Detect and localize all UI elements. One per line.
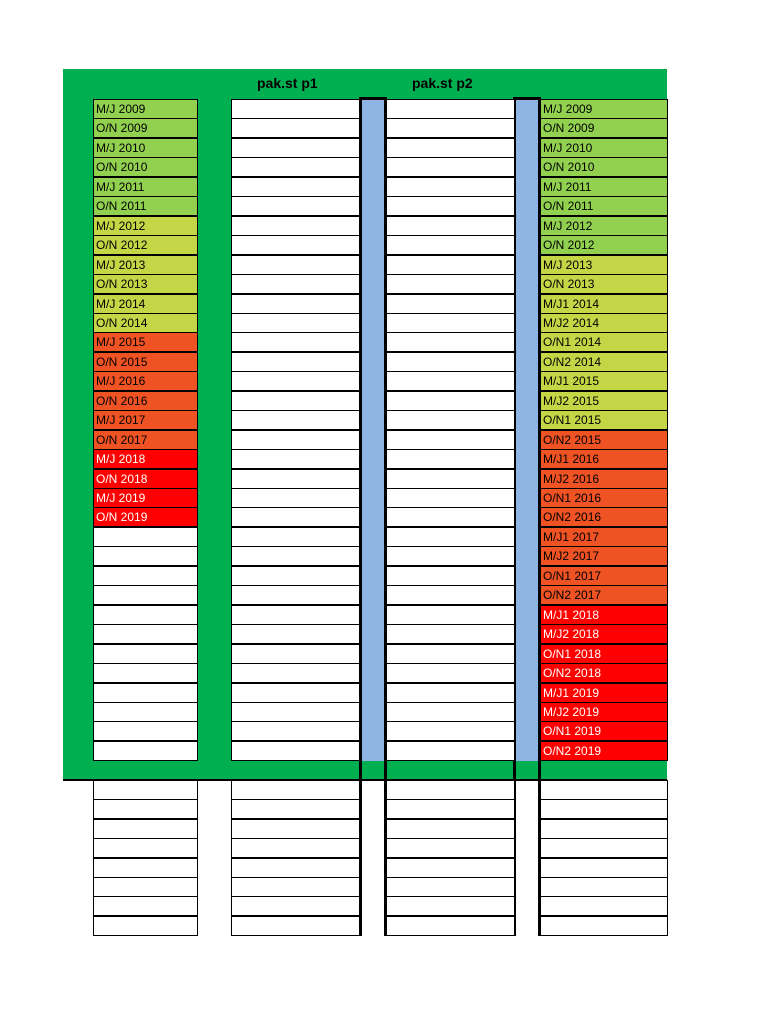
empty-cell[interactable] — [231, 99, 360, 119]
empty-cell[interactable] — [231, 527, 360, 547]
empty-cell[interactable] — [231, 177, 360, 197]
empty-cell[interactable] — [386, 430, 515, 450]
session-cell[interactable]: M/J 2011 — [93, 177, 198, 197]
session-cell[interactable]: O/N1 2019 — [540, 721, 668, 741]
empty-cell[interactable] — [386, 683, 515, 703]
session-cell[interactable]: M/J 2009 — [540, 99, 668, 119]
empty-cell[interactable] — [231, 469, 360, 489]
session-cell[interactable]: O/N 2018 — [93, 469, 198, 489]
empty-cell[interactable] — [386, 352, 515, 372]
empty-cell[interactable] — [386, 546, 515, 566]
empty-cell[interactable] — [386, 858, 515, 878]
session-cell[interactable]: O/N 2010 — [93, 157, 198, 177]
session-cell[interactable]: O/N 2010 — [540, 157, 668, 177]
empty-cell[interactable] — [231, 780, 360, 800]
blue-separator-2 — [514, 99, 540, 761]
session-cell[interactable]: O/N 2014 — [93, 313, 198, 333]
empty-cell[interactable] — [386, 177, 515, 197]
session-cell[interactable]: O/N1 2016 — [540, 488, 668, 508]
empty-cell[interactable] — [93, 838, 198, 858]
empty-cell[interactable] — [386, 235, 515, 255]
session-cell[interactable]: O/N 2017 — [93, 430, 198, 450]
empty-cell[interactable] — [540, 916, 668, 936]
empty-cell[interactable] — [231, 507, 360, 527]
empty-cell[interactable] — [231, 838, 360, 858]
empty-cell[interactable] — [93, 546, 198, 566]
empty-cell[interactable] — [93, 916, 198, 936]
empty-cell[interactable] — [231, 488, 360, 508]
empty-cell[interactable] — [386, 799, 515, 819]
empty-cell[interactable] — [231, 235, 360, 255]
session-cell[interactable]: O/N1 2017 — [540, 566, 668, 586]
empty-cell[interactable] — [231, 138, 360, 158]
empty-cell[interactable] — [231, 624, 360, 644]
empty-cell[interactable] — [93, 858, 198, 878]
session-cell[interactable]: M/J 2014 — [93, 294, 198, 314]
empty-cell[interactable] — [231, 430, 360, 450]
session-cell[interactable]: O/N2 2018 — [540, 663, 668, 683]
empty-cell[interactable] — [386, 877, 515, 897]
empty-cell[interactable] — [231, 916, 360, 936]
empty-cell[interactable] — [386, 138, 515, 158]
session-cell[interactable]: M/J 2012 — [93, 216, 198, 236]
empty-cell[interactable] — [386, 507, 515, 527]
session-cell[interactable]: O/N 2013 — [93, 274, 198, 294]
session-cell[interactable]: M/J1 2015 — [540, 371, 668, 391]
empty-cell[interactable] — [386, 216, 515, 236]
empty-cell[interactable] — [231, 294, 360, 314]
empty-cell[interactable] — [386, 741, 515, 761]
empty-cell[interactable] — [231, 683, 360, 703]
empty-cell[interactable] — [386, 527, 515, 547]
empty-cell[interactable] — [93, 877, 198, 897]
empty-cell[interactable] — [93, 780, 198, 800]
empty-cell[interactable] — [386, 255, 515, 275]
column-header-p2: pak.st p2 — [412, 75, 473, 91]
empty-cell[interactable] — [386, 566, 515, 586]
empty-cell[interactable] — [386, 488, 515, 508]
session-cell[interactable]: M/J 2016 — [93, 371, 198, 391]
left-green-margin — [63, 69, 93, 780]
session-cell[interactable]: M/J2 2019 — [540, 702, 668, 722]
empty-cell[interactable] — [231, 216, 360, 236]
empty-cell[interactable] — [386, 702, 515, 722]
session-cell[interactable]: O/N2 2017 — [540, 585, 668, 605]
session-cell[interactable]: O/N 2019 — [93, 507, 198, 527]
session-cell[interactable]: O/N2 2015 — [540, 430, 668, 450]
empty-cell[interactable] — [386, 118, 515, 138]
empty-cell[interactable] — [93, 702, 198, 722]
empty-cell[interactable] — [386, 449, 515, 469]
empty-cell[interactable] — [231, 313, 360, 333]
session-cell[interactable]: O/N2 2016 — [540, 507, 668, 527]
session-cell[interactable]: M/J2 2018 — [540, 624, 668, 644]
blue-separator-1 — [360, 99, 386, 761]
empty-cell[interactable] — [386, 274, 515, 294]
empty-cell[interactable] — [231, 663, 360, 683]
empty-cell[interactable] — [386, 313, 515, 333]
empty-cell[interactable] — [386, 585, 515, 605]
empty-cell[interactable] — [231, 799, 360, 819]
empty-cell[interactable] — [386, 663, 515, 683]
session-cell[interactable]: M/J 2019 — [93, 488, 198, 508]
empty-cell[interactable] — [386, 391, 515, 411]
empty-cell[interactable] — [93, 624, 198, 644]
session-cell[interactable]: O/N 2011 — [93, 196, 198, 216]
session-cell[interactable]: M/J1 2019 — [540, 683, 668, 703]
empty-cell[interactable] — [386, 99, 515, 119]
empty-cell[interactable] — [386, 838, 515, 858]
session-cell[interactable]: M/J 2010 — [540, 138, 668, 158]
session-cell[interactable]: O/N 2013 — [540, 274, 668, 294]
empty-cell[interactable] — [93, 527, 198, 547]
empty-cell[interactable] — [540, 896, 668, 916]
empty-cell[interactable] — [540, 819, 668, 839]
empty-cell[interactable] — [386, 332, 515, 352]
session-cell[interactable]: O/N 2015 — [93, 352, 198, 372]
empty-cell[interactable] — [386, 624, 515, 644]
empty-cell[interactable] — [386, 721, 515, 741]
session-cell[interactable]: M/J 2015 — [93, 332, 198, 352]
session-cell[interactable]: O/N1 2018 — [540, 644, 668, 664]
session-cell[interactable]: M/J2 2014 — [540, 313, 668, 333]
empty-cell[interactable] — [231, 449, 360, 469]
session-cell[interactable]: M/J1 2018 — [540, 605, 668, 625]
session-cell[interactable]: O/N2 2014 — [540, 352, 668, 372]
session-cell[interactable]: M/J 2017 — [93, 410, 198, 430]
empty-cell[interactable] — [386, 644, 515, 664]
session-cell[interactable]: M/J 2018 — [93, 449, 198, 469]
empty-cell[interactable] — [386, 780, 515, 800]
empty-cell[interactable] — [231, 196, 360, 216]
empty-cell[interactable] — [231, 546, 360, 566]
session-cell[interactable]: O/N 2016 — [93, 391, 198, 411]
empty-cell[interactable] — [386, 469, 515, 489]
empty-cell[interactable] — [231, 702, 360, 722]
column-header-p1: pak.st p1 — [257, 75, 318, 91]
empty-cell[interactable] — [93, 896, 198, 916]
session-cell[interactable]: M/J1 2014 — [540, 294, 668, 314]
empty-cell[interactable] — [93, 741, 198, 761]
session-cell[interactable]: M/J2 2017 — [540, 546, 668, 566]
empty-cell[interactable] — [93, 605, 198, 625]
empty-cell[interactable] — [540, 780, 668, 800]
session-cell[interactable]: O/N1 2014 — [540, 332, 668, 352]
empty-cell[interactable] — [540, 799, 668, 819]
empty-cell[interactable] — [386, 410, 515, 430]
empty-cell[interactable] — [231, 741, 360, 761]
empty-cell[interactable] — [386, 605, 515, 625]
empty-cell[interactable] — [231, 858, 360, 878]
empty-cell[interactable] — [231, 896, 360, 916]
empty-cell[interactable] — [231, 371, 360, 391]
bottom-green-band — [63, 761, 667, 780]
empty-cell[interactable] — [231, 410, 360, 430]
separator-top — [359, 97, 387, 100]
empty-cell[interactable] — [93, 644, 198, 664]
empty-cell[interactable] — [231, 352, 360, 372]
session-cell[interactable]: O/N 2012 — [93, 235, 198, 255]
session-cell[interactable]: O/N 2011 — [540, 196, 668, 216]
empty-cell[interactable] — [231, 157, 360, 177]
empty-cell[interactable] — [93, 663, 198, 683]
session-cell[interactable]: O/N 2009 — [540, 118, 668, 138]
empty-cell[interactable] — [231, 605, 360, 625]
session-cell[interactable]: M/J2 2016 — [540, 469, 668, 489]
empty-cell[interactable] — [231, 255, 360, 275]
session-cell[interactable]: M/J 2011 — [540, 177, 668, 197]
empty-cell[interactable] — [93, 585, 198, 605]
session-cell[interactable]: M/J1 2017 — [540, 527, 668, 547]
header-band — [63, 69, 667, 99]
green-gap — [197, 99, 231, 780]
empty-cell[interactable] — [231, 274, 360, 294]
empty-cell[interactable] — [231, 118, 360, 138]
session-cell[interactable]: O/N 2012 — [540, 235, 668, 255]
session-cell[interactable]: M/J2 2015 — [540, 391, 668, 411]
session-cell[interactable]: M/J 2010 — [93, 138, 198, 158]
session-cell[interactable]: M/J 2009 — [93, 99, 198, 119]
empty-cell[interactable] — [231, 391, 360, 411]
empty-cell[interactable] — [231, 566, 360, 586]
empty-cell[interactable] — [540, 877, 668, 897]
session-cell[interactable]: M/J1 2016 — [540, 449, 668, 469]
empty-cell[interactable] — [231, 332, 360, 352]
empty-cell[interactable] — [386, 294, 515, 314]
session-cell[interactable]: O/N2 2019 — [540, 741, 668, 761]
empty-cell[interactable] — [93, 819, 198, 839]
empty-cell[interactable] — [386, 196, 515, 216]
empty-cell[interactable] — [93, 683, 198, 703]
empty-cell[interactable] — [540, 858, 668, 878]
empty-cell[interactable] — [231, 721, 360, 741]
empty-cell[interactable] — [231, 819, 360, 839]
empty-cell[interactable] — [93, 721, 198, 741]
empty-cell[interactable] — [386, 916, 515, 936]
session-cell[interactable]: O/N 2009 — [93, 118, 198, 138]
empty-cell[interactable] — [386, 819, 515, 839]
empty-cell[interactable] — [231, 585, 360, 605]
separator-top — [513, 97, 541, 100]
session-cell[interactable]: O/N1 2015 — [540, 410, 668, 430]
session-cell[interactable]: M/J 2013 — [540, 255, 668, 275]
empty-cell[interactable] — [386, 896, 515, 916]
empty-cell[interactable] — [386, 157, 515, 177]
session-cell[interactable]: M/J 2013 — [93, 255, 198, 275]
empty-cell[interactable] — [93, 799, 198, 819]
empty-cell[interactable] — [231, 877, 360, 897]
empty-cell[interactable] — [540, 838, 668, 858]
empty-cell[interactable] — [231, 644, 360, 664]
empty-cell[interactable] — [386, 371, 515, 391]
session-cell[interactable]: M/J 2012 — [540, 216, 668, 236]
empty-cell[interactable] — [93, 566, 198, 586]
